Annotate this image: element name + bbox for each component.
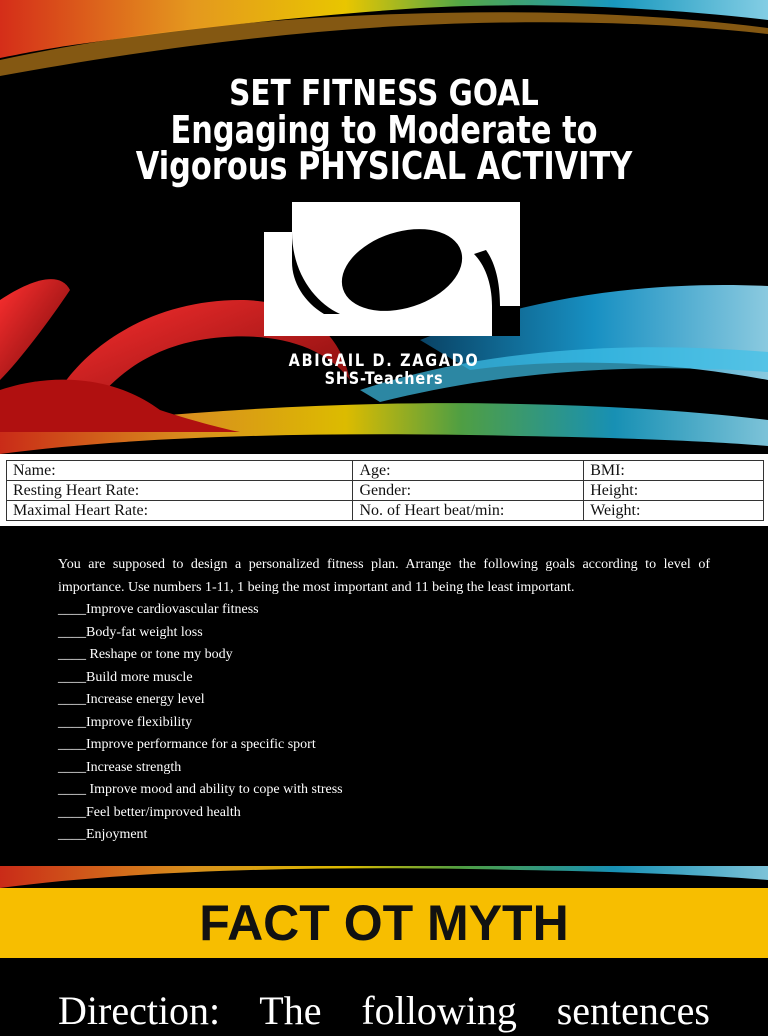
height-cell: Height: — [584, 481, 764, 501]
band-decoration — [0, 866, 768, 888]
table-row — [7, 461, 764, 481]
instructions-block — [58, 554, 710, 847]
heart-beat-cell: No. of Heart beat/min: — [353, 501, 584, 521]
table-row — [7, 481, 764, 501]
table-row — [7, 501, 764, 521]
list-item: ____ Reshape or tone my body — [58, 647, 233, 662]
weight-cell: Weight: — [584, 501, 764, 521]
band-decoration — [0, 432, 768, 454]
list-item: ____Increase strength — [58, 759, 182, 775]
gender-cell: Gender: — [353, 481, 584, 501]
list-item: ____Body-fat weight loss — [58, 624, 203, 640]
author-role: SHS-Teachers — [324, 369, 444, 389]
maximal-heart-rate-cell: Maximal Heart Rate: — [7, 501, 353, 521]
bmi-cell: BMI: — [584, 461, 764, 481]
author-name: ABIGAIL D. ZAGADO — [288, 351, 480, 371]
slide2-top-band — [0, 432, 768, 454]
instructions-paragraph: You are supposed to design a personalized fitness plan. Arrange the following goals according to level of importance. Use numbers 1-11, 1 being the most important and 11 being the least important. — [58, 557, 710, 595]
title-line-3: Vigorous PHYSICAL ACTIVITY — [135, 144, 633, 188]
slide3-top-band — [0, 866, 768, 888]
age-cell: Age: — [353, 461, 584, 481]
slide-title — [0, 73, 768, 188]
logo-icon — [264, 202, 520, 336]
title-line-2: Engaging to Moderate to — [170, 108, 598, 152]
list-item: ____Improve cardiovascular fitness — [58, 602, 259, 617]
info-table — [6, 460, 764, 521]
list-item: ____Increase energy level — [58, 692, 205, 707]
fact-or-myth-title: FACT OT MYTH — [199, 895, 569, 951]
title-line-1: SET FITNESS GOAL — [229, 73, 539, 114]
fact-or-myth-banner — [0, 888, 768, 958]
resting-heart-rate-cell: Resting Heart Rate: — [7, 481, 353, 501]
list-item: ____Enjoyment — [58, 827, 148, 842]
title-slide — [0, 0, 768, 432]
list-item: ____Improve performance for a specific sport — [58, 737, 316, 752]
name-cell: Name: — [7, 461, 353, 481]
list-item: ____Build more muscle — [58, 669, 193, 685]
info-table-panel — [0, 454, 768, 526]
list-item: ____Feel better/improved health — [58, 804, 241, 820]
direction-text: Direction: The following sentences — [58, 988, 710, 1033]
logo-mark — [264, 202, 520, 336]
author-block — [0, 352, 768, 388]
list-item: ____Improve flexibility — [58, 714, 193, 730]
list-item: ____ Improve mood and ability to cope with stress — [58, 782, 343, 797]
